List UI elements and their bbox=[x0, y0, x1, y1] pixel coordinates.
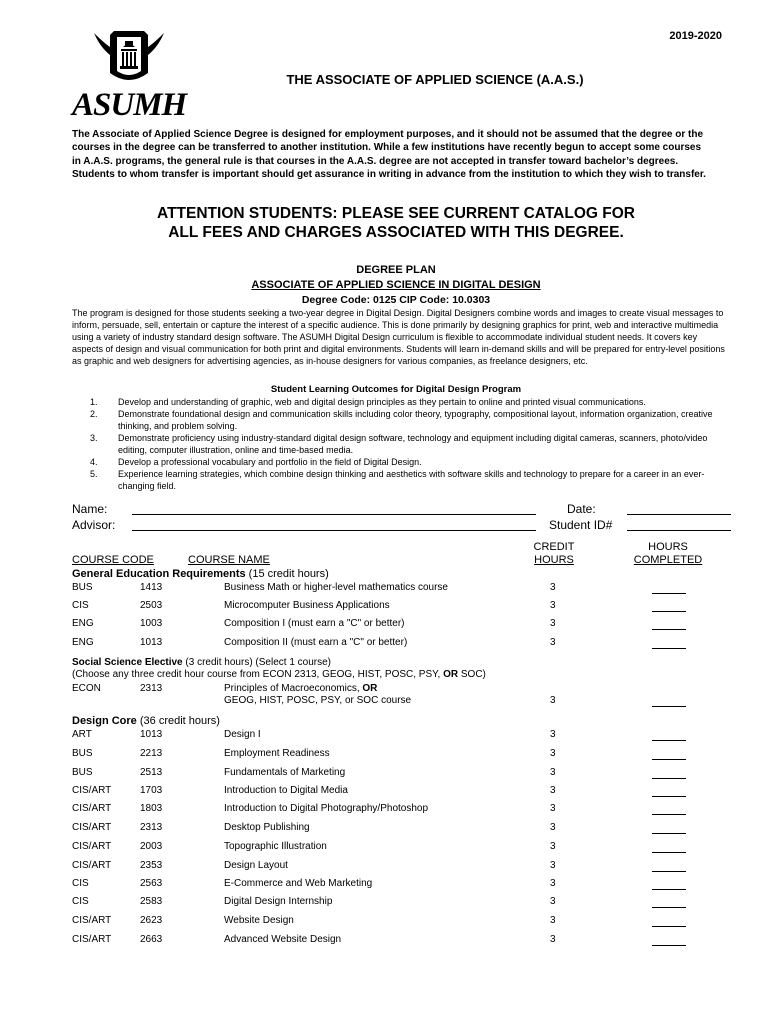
date-field[interactable] bbox=[627, 514, 731, 515]
course-name: Introduction to Digital Media bbox=[224, 785, 348, 796]
table-row bbox=[0, 915, 770, 929]
course-number: 1703 bbox=[140, 785, 163, 796]
date-label: Date: bbox=[567, 502, 596, 516]
course-dept: ENG bbox=[72, 637, 94, 648]
course-hours: 3 bbox=[550, 878, 556, 889]
degree-plan-label: DEGREE PLAN bbox=[356, 264, 436, 276]
course-dept: CIS bbox=[72, 878, 89, 889]
course-hours: 3 bbox=[550, 934, 556, 945]
course-dept: ECON bbox=[72, 683, 101, 694]
course-hours: 3 bbox=[550, 915, 556, 926]
course-hours: 3 bbox=[550, 748, 556, 759]
course-hours: 3 bbox=[550, 600, 556, 611]
course-dept: BUS bbox=[72, 582, 93, 593]
course-name-part1: Principles of Macroeconomics, bbox=[224, 683, 363, 694]
course-number: 1413 bbox=[140, 582, 163, 593]
gen-ed-credit: (15 credit hours) bbox=[248, 568, 329, 580]
course-name: Advanced Website Design bbox=[224, 934, 342, 945]
course-number: 2503 bbox=[140, 600, 163, 611]
attention-line-2: ALL FEES AND CHARGES ASSOCIATED WITH THIS DEGREE. bbox=[168, 224, 624, 241]
course-dept: CIS/ART bbox=[72, 803, 112, 814]
outcome-item bbox=[90, 397, 730, 409]
social-choose-text: (Choose any three credit hour course from ECON 2313, GEOG, HIST, POSC, PSY, bbox=[72, 669, 444, 680]
hours-completed-blank[interactable] bbox=[652, 822, 686, 834]
hours-completed-blank[interactable] bbox=[652, 860, 686, 872]
course-name bbox=[224, 683, 411, 707]
table-row bbox=[0, 683, 770, 711]
course-number: 2213 bbox=[140, 748, 163, 759]
hours-completed-blank[interactable] bbox=[652, 600, 686, 612]
hours-completed-header bbox=[628, 541, 708, 567]
course-number: 2353 bbox=[140, 860, 163, 871]
course-name: Introduction to Digital Photography/Photoshop bbox=[224, 803, 429, 814]
attention-notice bbox=[0, 204, 770, 242]
student-id-field[interactable] bbox=[627, 530, 731, 531]
table-row bbox=[0, 618, 770, 632]
table-row bbox=[0, 878, 770, 892]
attention-line-1: ATTENTION STUDENTS: PLEASE SEE CURRENT CATALOG FOR bbox=[157, 205, 635, 222]
course-dept: CIS/ART bbox=[72, 822, 112, 833]
course-name: Composition I (must earn a "C" or better) bbox=[224, 618, 405, 629]
course-number: 1803 bbox=[140, 803, 163, 814]
hours-completed-blank[interactable] bbox=[652, 803, 686, 815]
course-dept: CIS/ART bbox=[72, 785, 112, 796]
social-science-credit: (3 credit hours) (Select 1 course) bbox=[185, 657, 332, 668]
hours-completed-blank[interactable] bbox=[652, 582, 686, 594]
gen-ed-title: General Education Requirements bbox=[72, 568, 246, 580]
course-hours: 3 bbox=[550, 803, 556, 814]
course-number: 2313 bbox=[140, 683, 163, 694]
course-name: Desktop Publishing bbox=[224, 822, 310, 833]
course-dept: BUS bbox=[72, 767, 93, 778]
degree-name: ASSOCIATE OF APPLIED SCIENCE IN DIGITAL DESIGN bbox=[251, 279, 541, 291]
outcome-item bbox=[90, 409, 730, 432]
course-number: 2003 bbox=[140, 841, 163, 852]
course-hours: 3 bbox=[550, 767, 556, 778]
outcome-text: Develop and understanding of graphic, web and digital design principles as they pertain to online and printed visual communications. bbox=[118, 397, 646, 407]
outcomes-title: Student Learning Outcomes for Digital Design Program bbox=[270, 384, 522, 395]
course-dept: ART bbox=[72, 729, 92, 740]
table-row bbox=[0, 803, 770, 817]
course-name: Business Math or higher-level mathematics course bbox=[224, 582, 448, 593]
transfer-disclaimer: The Associate of Applied Science Degree is designed for employment purposes, and it should not be assumed that the degree or the courses in the degree can be transferred to another institution. While a few institutions have recently begun to accept some courses in A.A.S. programs, the general rule is that courses in the A.A.S. degree are not accepted in transfer toward bachelor’s degrees. Students to whom transfer is important should get assurance in writing in advance from the institution to which they wish to transfer. bbox=[72, 129, 706, 180]
course-hours: 3 bbox=[550, 729, 556, 740]
course-dept: CIS/ART bbox=[72, 860, 112, 871]
course-name: E-Commerce and Web Marketing bbox=[224, 878, 373, 889]
social-choose-end: SOC) bbox=[458, 669, 486, 680]
hours-completed-blank[interactable] bbox=[652, 934, 686, 946]
table-row bbox=[0, 637, 770, 651]
hours-completed-blank[interactable] bbox=[652, 618, 686, 630]
name-label: Name: bbox=[72, 502, 108, 516]
course-hours: 3 bbox=[550, 896, 556, 907]
program-description: The program is designed for those students seeking a two-year degree in Digital Design. Digital Designers combine words and images to create visual messages to inform, persuade, sell, entertain or capture the interest of a specific audience. This is done primarily by designing graphics for print, web and interactive multimedia using a variety of industry standard design software. The ASUMH Digital Design curriculum is flexible to accommodate individual student needs. It covers key aspects of design and visual communication for both print and digital environments. Students will learn in-demand skills and will be prepared for entry-level positions as graphic and web designers for advertising agencies, as in-house designers for various companies, as freelance designers, etc. bbox=[72, 308, 725, 366]
table-row bbox=[0, 841, 770, 855]
course-number: 2663 bbox=[140, 934, 163, 945]
course-hours: 3 bbox=[550, 582, 556, 593]
table-row bbox=[0, 600, 770, 614]
social-science-title-line bbox=[72, 657, 486, 669]
design-core-section-title bbox=[72, 715, 220, 727]
hours-completed-blank[interactable] bbox=[652, 915, 686, 927]
course-dept: CIS bbox=[72, 600, 89, 611]
course-dept: CIS bbox=[72, 896, 89, 907]
outcome-item bbox=[90, 457, 730, 469]
gen-ed-section-title bbox=[72, 568, 329, 580]
course-code-header: COURSE CODE bbox=[72, 554, 154, 566]
course-name: Microcomputer Business Applications bbox=[224, 600, 390, 611]
outcome-text: Demonstrate proficiency using industry-standard digital design software, technology and equipment including digital cameras, scanners, photo/video editing, computer illustration, online and time-based media. bbox=[118, 433, 708, 455]
hours-completed-blank[interactable] bbox=[652, 878, 686, 890]
course-dept: CIS/ART bbox=[72, 934, 112, 945]
course-name-part2: GEOG, HIST, POSC, PSY, or SOC course bbox=[224, 695, 412, 706]
table-row bbox=[0, 822, 770, 836]
course-dept: CIS/ART bbox=[72, 841, 112, 852]
outcome-item bbox=[90, 433, 730, 456]
hours-completed-blank[interactable] bbox=[652, 785, 686, 797]
credit-hours-header-line2: HOURS bbox=[534, 554, 574, 566]
outcome-number: 4. bbox=[90, 457, 98, 467]
hours-completed-blank[interactable] bbox=[652, 695, 686, 707]
credit-hours-header-line1: CREDIT bbox=[533, 541, 575, 553]
hours-completed-header-line2: COMPLETED bbox=[633, 554, 703, 566]
course-number: 1003 bbox=[140, 618, 163, 629]
social-science-section bbox=[72, 657, 486, 681]
social-science-instructions bbox=[72, 669, 486, 681]
student-id-label: Student ID# bbox=[549, 518, 613, 532]
outcome-item bbox=[90, 469, 730, 492]
outcome-number: 2. bbox=[90, 409, 98, 419]
course-number: 1013 bbox=[140, 729, 163, 740]
design-core-title: Design Core bbox=[72, 715, 137, 727]
course-dept: CIS/ART bbox=[72, 915, 112, 926]
course-name: Design Layout bbox=[224, 860, 288, 871]
advisor-field[interactable] bbox=[132, 530, 536, 531]
table-row bbox=[0, 767, 770, 781]
course-number: 2563 bbox=[140, 878, 163, 889]
course-name: Digital Design Internship bbox=[224, 896, 333, 907]
course-hours: 3 bbox=[550, 860, 556, 871]
social-science-title: Social Science Elective bbox=[72, 657, 183, 668]
hours-completed-blank[interactable] bbox=[652, 841, 686, 853]
course-name: Fundamentals of Marketing bbox=[224, 767, 346, 778]
course-name: Design I bbox=[224, 729, 261, 740]
course-dept: BUS bbox=[72, 748, 93, 759]
course-number: 2313 bbox=[140, 822, 163, 833]
advisor-label: Advisor: bbox=[72, 518, 116, 532]
course-hours: 3 bbox=[550, 637, 556, 648]
academic-year: 2019-2020 bbox=[669, 30, 722, 42]
name-field[interactable] bbox=[132, 514, 536, 515]
course-name: Composition II (must earn a "C" or better) bbox=[224, 637, 408, 648]
course-hours: 3 bbox=[550, 785, 556, 796]
outcome-number: 3. bbox=[90, 433, 98, 443]
course-number: 2513 bbox=[140, 767, 163, 778]
outcome-text: Demonstrate foundational design and communication skills including color theory, typography, compositional layout, information organization, creative thinking, and problem solving. bbox=[118, 409, 713, 431]
table-row bbox=[0, 748, 770, 762]
table-row bbox=[0, 785, 770, 799]
hours-completed-blank[interactable] bbox=[652, 748, 686, 760]
hours-completed-blank[interactable] bbox=[652, 896, 686, 908]
course-name: Employment Readiness bbox=[224, 748, 330, 759]
table-row bbox=[0, 582, 770, 596]
hours-completed-blank[interactable] bbox=[652, 637, 686, 649]
course-number: 2623 bbox=[140, 915, 163, 926]
outcome-number: 1. bbox=[90, 397, 98, 407]
course-hours: 3 bbox=[550, 822, 556, 833]
hours-completed-header-line1: HOURS bbox=[648, 541, 688, 553]
course-name-header: COURSE NAME bbox=[188, 554, 270, 566]
table-row bbox=[0, 896, 770, 910]
outcome-text: Develop a professional vocabulary and portfolio in the field of Digital Design. bbox=[118, 457, 422, 467]
course-hours: 3 bbox=[550, 618, 556, 629]
course-name-or: OR bbox=[362, 683, 378, 694]
course-dept: ENG bbox=[72, 618, 94, 629]
table-row bbox=[0, 860, 770, 874]
credit-hours-header bbox=[526, 541, 582, 567]
course-hours: 3 bbox=[550, 841, 556, 852]
course-number: 1013 bbox=[140, 637, 163, 648]
svg-text:ASUMH: ASUMH bbox=[72, 87, 187, 120]
table-row bbox=[0, 729, 770, 743]
course-name: Topographic Illustration bbox=[224, 841, 327, 852]
hours-completed-blank[interactable] bbox=[652, 767, 686, 779]
course-hours: 3 bbox=[550, 695, 556, 706]
social-choose-or: OR bbox=[443, 669, 459, 680]
course-number: 2583 bbox=[140, 896, 163, 907]
design-core-credit: (36 credit hours) bbox=[139, 715, 220, 727]
degree-codes: Degree Code: 0125 CIP Code: 10.0303 bbox=[301, 294, 491, 306]
course-name: Website Design bbox=[224, 915, 294, 926]
hours-completed-blank[interactable] bbox=[652, 729, 686, 741]
page-title: THE ASSOCIATE OF APPLIED SCIENCE (A.A.S.) bbox=[286, 72, 584, 87]
table-row bbox=[0, 934, 770, 948]
outcome-number: 5. bbox=[90, 469, 98, 479]
outcome-text: Experience learning strategies, which combine design thinking and aesthetics with software skills and technology to prepare for a career in an ever-changing field. bbox=[118, 469, 705, 491]
